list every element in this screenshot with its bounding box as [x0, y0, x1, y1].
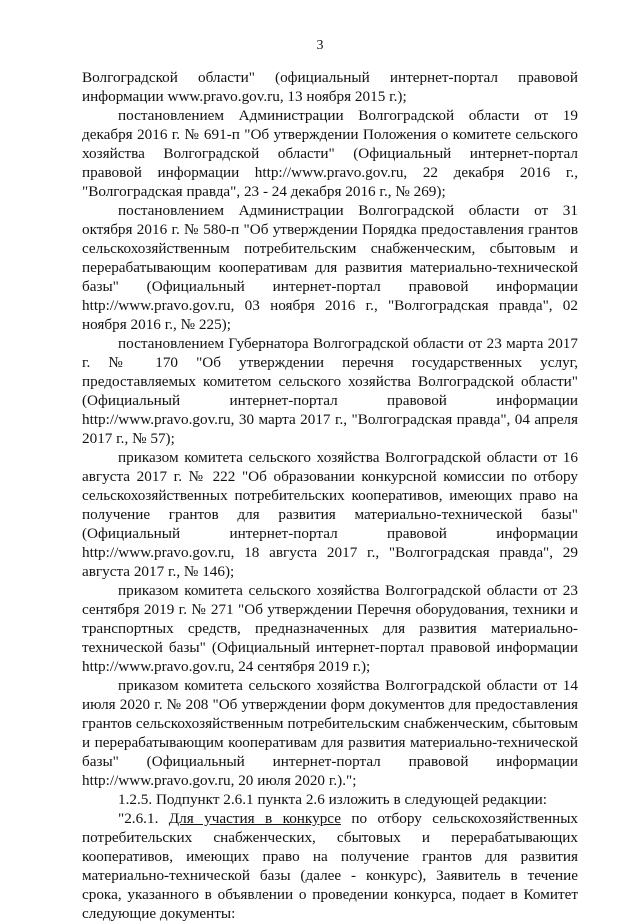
- paragraph-continuation: Волгоградской области" (официальный интернет-портал правовой информации www.pravo.gov.ru, 13 ноября 2015 г.);: [82, 69, 578, 105]
- subclause-underlined-text: Для участия в конкурсе: [168, 810, 341, 827]
- paragraph-resolution-691: постановлением Администрации Волгоградской области от 19 декабря 2016 г. № 691-п "Об утверждении Положения о комитете сельского хозяйства Волгоградской области" (Официальный интернет-портал правовой информации http://www.pravo.gov.ru, 22 декабря 2016 г., "Волгоградская правда", 23 - 24 декабря 2016 г., № 269);: [82, 107, 578, 200]
- subclause-text: по отбору сельскохозяйственных потребительских снабженческих, сбытовых и перерабатывающих кооперативов, имеющих право на получение грантов для развития материально-технической базы (далее - конкурс), Заявитель в течение срока, указанного в объявлении о проведении конкурса, подает в Комитет следующие документы:: [82, 810, 578, 922]
- subclause-prefix: "2.6.1.: [118, 810, 169, 827]
- page-number: 3: [316, 38, 324, 53]
- paragraph-order-222: приказом комитета сельского хозяйства Волгоградской области от 16 августа 2017 г. № 222 "Об образовании конкурсной комиссии по отбору сельскохозяйственных потребительских кооперативов, имеющих право на получение грантов для развития материально-технической базы" (Официальный интернет-портал правовой информации http://www.pravo.gov.ru, 18 августа 2017 г., "Волгоградская правда", 29 августа 2017 г., № 146);: [82, 449, 578, 580]
- paragraph-order-208: приказом комитета сельского хозяйства Волгоградской области от 14 июля 2020 г. № 208 "Об утверждении форм документов для предоставления грантов сельскохозяйственным потребительским снабженческим, сбытовым и перерабатывающим кооперативам для развития материально-технической базы" (Официальный интернет-портал правовой информации http://www.pravo.gov.ru, 20 июля 2020 г.).";: [82, 677, 578, 789]
- paragraph-amendment-1-2-5: 1.2.5. Подпункт 2.6.1 пункта 2.6 изложить в следующей редакции:: [118, 791, 547, 808]
- paragraph-order-271: приказом комитета сельского хозяйства Волгоградской области от 23 сентября 2019 г. № 271 "Об утверждении Перечня оборудования, техники и транспортных средств, предназначенных для развития материально-технической базы" (Официальный интернет-портал правовой информации http://www.pravo.gov.ru, 24 сентября 2019 г.);: [82, 582, 578, 675]
- paragraph-resolution-580: постановлением Администрации Волгоградской области от 31 октября 2016 г. № 580-п "Об утверждении Порядка предоставления грантов сельскохозяйственным потребительским снабженческим, сбытовым и перерабатывающим кооперативам для развития материально-технической базы" (Официальный интернет-портал правовой информации http://www.pravo.gov.ru, 03 ноября 2016 г., "Волгоградская правда", 02 ноября 2016 г., № 225);: [82, 202, 578, 333]
- paragraph-governor-resolution-170: постановлением Губернатора Волгоградской области от 23 марта 2017 г. № 170 "Об утверждении перечня государственных услуг, предоставляемых комитетом сельского хозяйства Волгоградской области" (Официальный интернет-портал правовой информации http://www.pravo.gov.ru, 30 марта 2017 г., "Волгоградская правда", 04 апреля 2017 г., № 57);: [82, 335, 578, 447]
- document-body: [82, 68, 578, 923]
- paragraph-subclause-2-6-1: [82, 809, 578, 923]
